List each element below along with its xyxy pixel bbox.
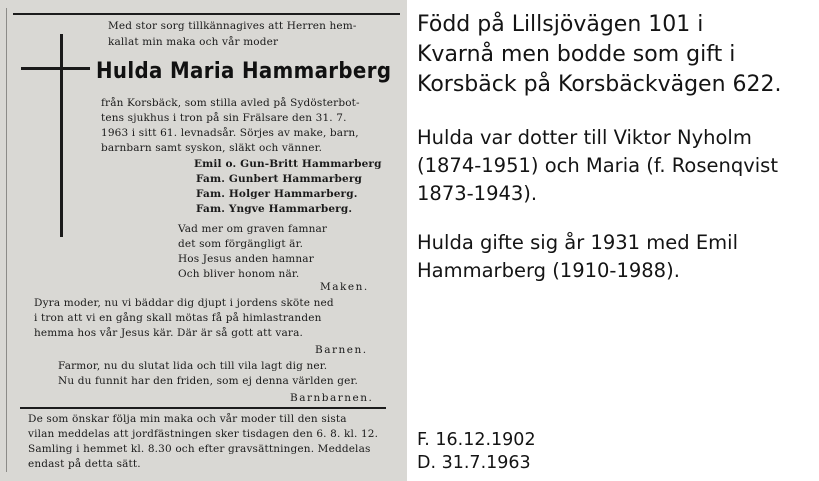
mourner-line: Emil o. Gun-Britt Hammarberg (194, 158, 382, 170)
poem-line: Vad mer om graven famnar (178, 223, 328, 235)
intro-line-1: Med stor sorg tillkännagives att Herren hem- (108, 20, 357, 32)
footer-line-1: De som önskar följa min maka och vår moder till den sista (28, 413, 347, 425)
poem-signature: Maken. (320, 281, 369, 293)
verse1-line-2: i tron att vi en gång skall mötas få på himlastranden (34, 312, 322, 324)
residence-line-3: Korsbäck på Korsbäckvägen 622. (417, 72, 782, 97)
marriage-line-1: Hulda gifte sig år 1931 med Emil (417, 231, 738, 254)
body-line-4: barnbarn samt syskon, släkt och vänner. (101, 142, 323, 154)
verse1-signature: Barnen. (315, 344, 368, 356)
residence-line-1: Född på Lillsjövägen 101 i (417, 12, 704, 37)
verse1-line-3: hemma hos vår Jesus kär. Där är så gott att vara. (34, 327, 303, 339)
top-border-rule (13, 13, 400, 15)
verse2-line-2: Nu du funnit har den friden, som ej denna världen ger. (58, 375, 358, 387)
mourner-line: Fam. Gunbert Hammarberg (196, 173, 363, 185)
mourner-line: Fam. Holger Hammarberg. (196, 188, 358, 200)
death-date: D. 31.7.1963 (417, 453, 531, 473)
footer-divider-rule (20, 407, 386, 409)
footer-line-4: endast på detta sätt. (28, 458, 141, 470)
footer-line-3: Samling i hemmet kl. 8.30 och efter gravsättningen. Meddelas (28, 443, 371, 455)
poem-line: Och bliver honom när. (178, 268, 300, 280)
parents-line-1: Hulda var dotter till Viktor Nyholm (417, 126, 752, 149)
birth-date: F. 16.12.1902 (417, 430, 536, 450)
verse2-line-1: Farmor, nu du slutat lida och till vila lagt dig ner. (58, 360, 328, 372)
body-line-1: från Korsbäck, som stilla avled på Sydösterbot- (101, 97, 360, 109)
poem (178, 222, 327, 282)
body-line-3: 1963 i sitt 61. levnadsår. Sörjes av make, barn, (101, 127, 359, 139)
cross-horizontal-bar (21, 67, 90, 70)
cross-vertical-bar (60, 34, 63, 237)
marriage-line-2: Hammarberg (1910-1988). (417, 259, 680, 282)
poem-line: det som förgängligt är. (178, 238, 304, 250)
intro-line-2: kallat min maka och vår moder (108, 36, 279, 48)
parents-line-2: (1874-1951) och Maria (f. Rosenqvist (417, 154, 778, 177)
verse1-line-1: Dyra moder, nu vi bäddar dig djupt i jordens sköte ned (34, 297, 334, 309)
mourner-line: Fam. Yngve Hammarberg. (196, 203, 353, 215)
verse2-signature: Barnbarnen. (290, 392, 374, 404)
clipping-left-edge (6, 8, 7, 472)
body-line-2: tens sjukhus i tron på sin Frälsare den 31. 7. (101, 112, 347, 124)
footer-line-2: vilan meddelas att jordfästningen sker tisdagen den 6. 8. kl. 12. (28, 428, 379, 440)
poem-line: Hos Jesus anden hamnar (178, 253, 314, 265)
parents-line-3: 1873-1943). (417, 182, 538, 205)
residence-line-2: Kvarnå men bodde som gift i (417, 42, 736, 67)
mourners-list (194, 157, 382, 217)
death-notice-clipping (0, 0, 407, 481)
deceased-name: Hulda Maria Hammarberg (96, 58, 392, 84)
